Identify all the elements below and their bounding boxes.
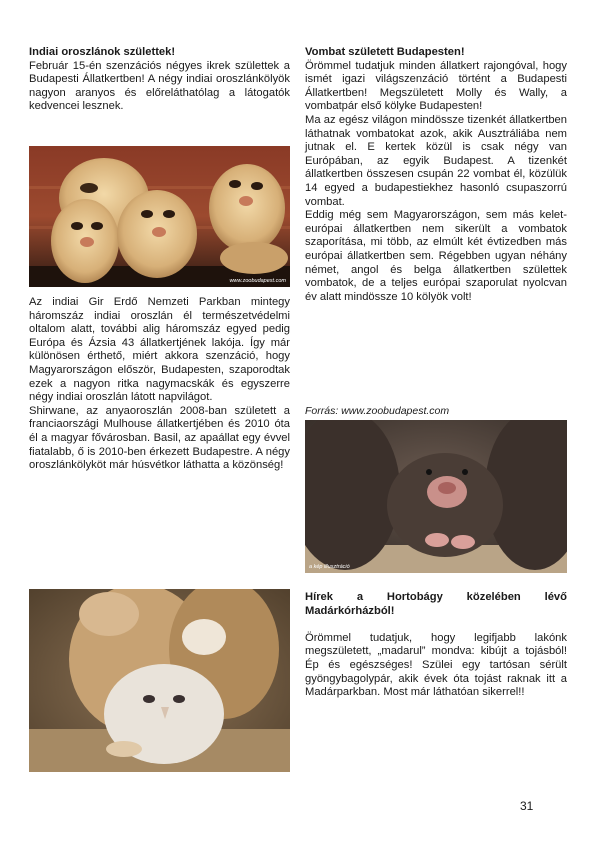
- birds-title: Hírek a Hortobágy közelében lévő Madárkórházból!: [305, 591, 567, 617]
- lion-cubs-photo: [29, 146, 290, 287]
- wombat-photo: [305, 420, 567, 573]
- lions-body-paragraph-2: Shirwane, az anyaoroszlán 2008-ban született a franciaországi Mulhouse állatkertjében és 2010 óta él a magyar fővárosban. Basil, az apaállat egy évvel fiatalabb, ő is 2010-ben érkezett Budapestre. A négy oroszlánkölyköt már húsvétkor láthatta a közönség!: [29, 404, 290, 472]
- wombat-illustration: [305, 420, 567, 573]
- lion-cubs-illustration: [29, 146, 290, 287]
- page-number: 31: [520, 799, 534, 813]
- wombat-title: Vombat született Budapesten!: [305, 46, 465, 58]
- birds-body: Örömmel tudatjuk, hogy legifjabb lakónk megszületett, „madarul” mondva: kibújt a tojásból! Ép és egészséges! Szülei egy tartósan sérült gyöngybagolypár, akik évek óta tojást raknak itt a Madárparkban. Most már láthatóan sikerrel!!: [305, 631, 567, 699]
- wombat-paragraph-3: Eddig még sem Magyarországon, sem más kelet-európai állatkertben nem sikerült a vombatok szaporítása, mi több, az elmúlt két évtizedben más európai állatkertben sem. Régebben ugyan néhány német, angol és belga állatkertben születtek vombatok, de a teljes európai szaporulat nyolcvan év alatt mindössze 10 kölyök volt!: [305, 209, 567, 303]
- lions-photo-credit: www.zoobudapest.com: [229, 278, 286, 284]
- lions-article-intro: [29, 46, 290, 114]
- wombat-source: Forrás: www.zoobudapest.com: [305, 405, 450, 417]
- lions-body-paragraph-1: Az indiai Gir Erdő Nemzeti Parkban mintegy háromszáz indiai oroszlán él természetvédelmi oltalom alatt, további alig háromszáz egyed pedig Európa és Ázsia 43 állatkertjének lakója. Így már különösen érthető, miért akkora szenzáció, hogy Magyarországon először, Budapesten, szaporodtak ezek a nagyon ritka nagymacskák és egyszerre négy indiai oroszlán látott napvilágot.: [29, 296, 290, 404]
- wombat-photo-credit: a kép illusztráció: [309, 564, 350, 570]
- wombat-article: [305, 46, 567, 304]
- wombat-paragraph-1: Örömmel tudatjuk minden állatkert rajongóval, hogy ismét igazi világszenzáció történt a Budapesti Állatkertben! Megszületett Molly és Wally, a vombatpár első kölyke Budapesten!: [305, 59, 567, 113]
- birds-article: [305, 591, 567, 700]
- birds-spacer: [305, 618, 567, 632]
- owl-chick-photo: [29, 589, 290, 772]
- lions-title: Indiai oroszlánok születtek!: [29, 46, 176, 58]
- owl-chick-illustration: [29, 589, 290, 772]
- wombat-paragraph-2: Ma az egész világon mindössze tizenkét állatkertben láthatnak vombatokat azok, akik Ausztráliába nem jutnak el. E kertek közül is csak négy van Európában, az egyik Budapest. A tizenkét állatkertben összesen csupán 22 vombat él, közülük 14 egyed a budapestiekhez hasonló csupaszorrú vombat.: [305, 113, 567, 208]
- lions-intro: Február 15-én szenzációs négyes ikrek születtek a Budapesti Állatkertben! A négy indiai oroszlánkölyök nagyon aranyos és előreláthatólag a látogatók kedvencei lesznek.: [29, 59, 290, 113]
- lions-article-body: [29, 296, 290, 473]
- wombat-source-line: [305, 405, 567, 419]
